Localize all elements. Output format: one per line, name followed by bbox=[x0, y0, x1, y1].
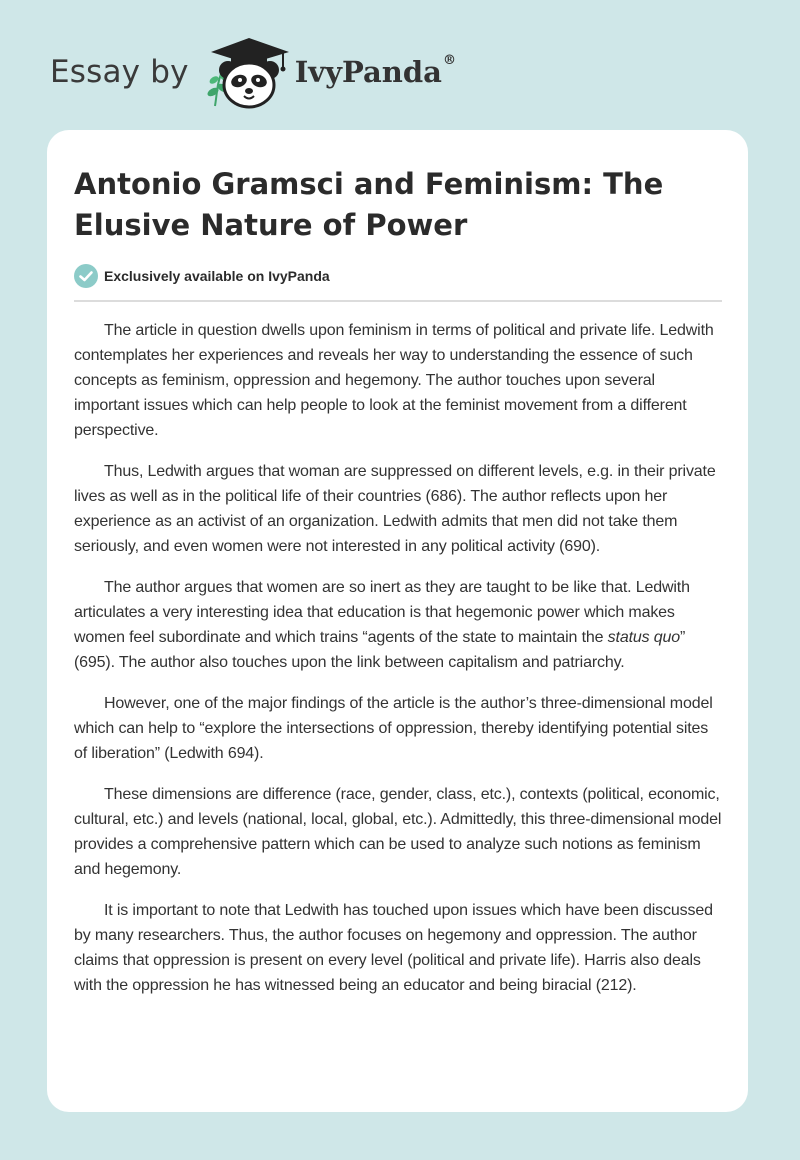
ivypanda-wordmark[interactable] bbox=[295, 55, 456, 89]
paragraph: These dimensions are difference (race, gender, class, etc.), contexts (political, economic, cultural, etc.) and levels (national, local, global, etc.). Admittedly, this three-dimensional model provides a comprehensive pattern which can be used to analyze such notions as feminism and hegemony. bbox=[74, 786, 722, 878]
check-circle-icon bbox=[74, 264, 98, 288]
exclusive-label: Exclusively available on IvyPanda bbox=[104, 268, 330, 284]
paragraph: It is important to note that Ledwith has touched upon issues which have been discussed by many researchers. Thus, the author focuses on hegemony and oppression. The author claims that oppression is present on every level (political and private life). Harris also deals with the oppression he has witnessed being an educator and being biracial (212). bbox=[74, 902, 713, 994]
panda-graduate-logo-icon[interactable] bbox=[205, 34, 293, 110]
paragraph-text: ” (695). The author also touches upon the link between capitalism and patriarchy. bbox=[74, 629, 686, 671]
essay-card bbox=[47, 130, 748, 1112]
registered-mark: ® bbox=[442, 53, 456, 68]
paragraph: Thus, Ledwith argues that woman are suppressed on different levels, e.g. in their private lives as well as in the political life of their countries (686). The author reflects upon her experience as an activist of an organization. Ledwith admits that men did not take them seriously, and even women were not interested in any political activity (690). bbox=[74, 463, 716, 555]
paragraph-text: The author argues that women are so inert as they are taught to be like that. Ledwith articulates a very interesting idea that education is that hegemonic power which makes women feel subordinate and which trains “agents of the state to maintain the bbox=[74, 579, 690, 646]
exclusive-badge bbox=[74, 264, 722, 302]
paragraph: However, one of the major findings of the article is the author’s three-dimensional model which can help to “explore the intersections of oppression, thereby identifying potential sites of liberation” (Ledwith 694). bbox=[74, 695, 713, 762]
brand-name-text: IvyPanda bbox=[294, 55, 442, 89]
paragraph: The article in question dwells upon feminism in terms of political and private life. Ledwith contemplates her experiences and reveals her way to understanding the essence of such concepts as feminism, oppression and hegemony. The author touches upon several important issues which can help people to look at the feminist movement from a different perspective. bbox=[74, 322, 714, 439]
emphasis-text: status quo bbox=[607, 629, 681, 646]
essay-body bbox=[74, 318, 722, 998]
site-header bbox=[50, 34, 456, 110]
paragraph bbox=[74, 575, 722, 675]
essay-by-label: Essay by bbox=[50, 54, 189, 90]
essay-title: Antonio Gramsci and Feminism: The Elusive Nature of Power bbox=[74, 167, 664, 242]
